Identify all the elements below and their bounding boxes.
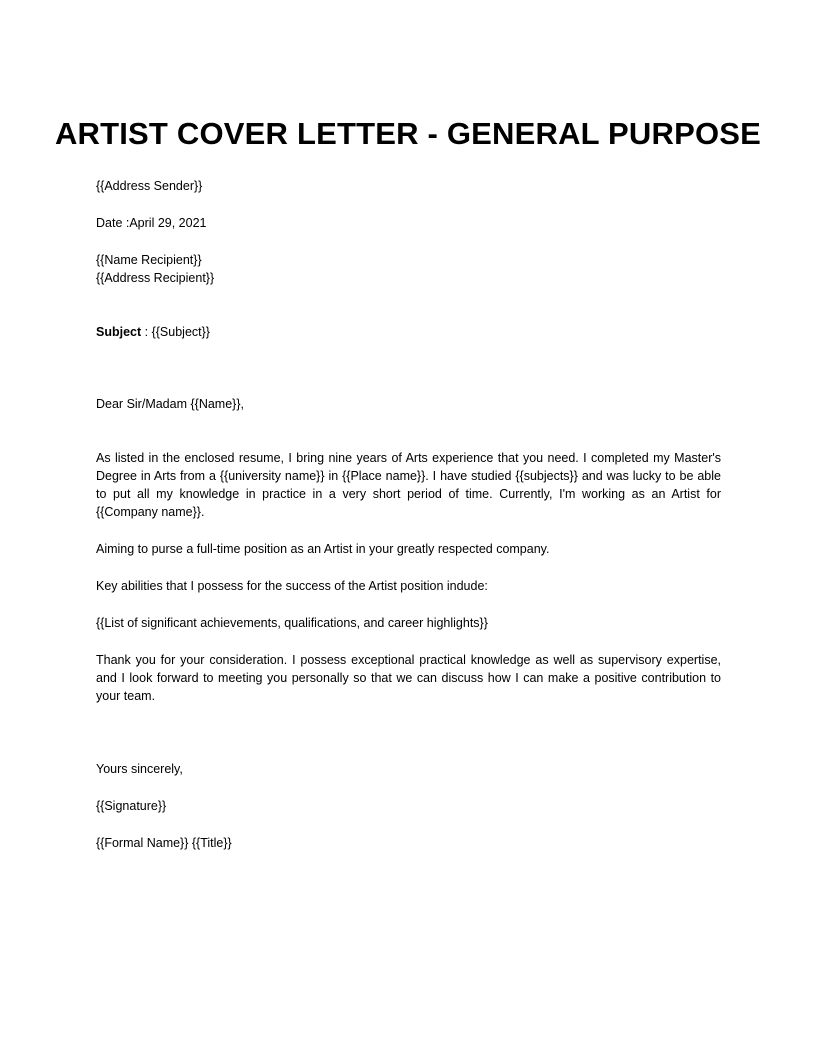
document-title: ARTIST COVER LETTER - GENERAL PURPOSE (54, 116, 762, 151)
subject-value: : {{Subject}} (141, 325, 210, 339)
subject-line (96, 323, 721, 341)
salutation: Dear Sir/Madam {{Name}}, (96, 397, 244, 411)
paragraph-experience: As listed in the enclosed resume, I bring nine years of Arts experience that you need. I completed my Master's Degree in Arts from a {{university name}} in {{Place name}}. I have studied {{subjects}} and was lucky to be able to put all my knowledge in practice in a very short period of time. Currently, I'm working as an Artist for {{Company name}}. (96, 451, 721, 519)
letter-date: Date :April 29, 2021 (96, 216, 207, 230)
paragraph-abilities: Key abilities that I possess for the success of the Artist position indude: (96, 579, 488, 593)
address-sender: {{Address Sender}} (96, 179, 203, 193)
name-recipient: {{Name Recipient}} (96, 253, 202, 267)
signature-placeholder: {{Signature}} (96, 799, 167, 813)
formal-name: {{Formal Name}} {{Title}} (96, 836, 232, 850)
address-recipient: {{Address Recipient}} (96, 271, 215, 285)
paragraph-achievements: {{List of significant achievements, qualifications, and career highlights}} (96, 616, 488, 630)
paragraph-aim: Aiming to purse a full-time position as an Artist in your greatly respected company. (96, 542, 550, 556)
closing: Yours sincerely, (96, 762, 183, 776)
letter-body (96, 177, 721, 852)
paragraph-thanks: Thank you for your consideration. I possess exceptional practical knowledge as well as supervisory expertise, and I look forward to meeting you personally so that we can discuss how I can make a positive contribution to your team. (96, 653, 721, 703)
subject-label: Subject (96, 325, 142, 339)
